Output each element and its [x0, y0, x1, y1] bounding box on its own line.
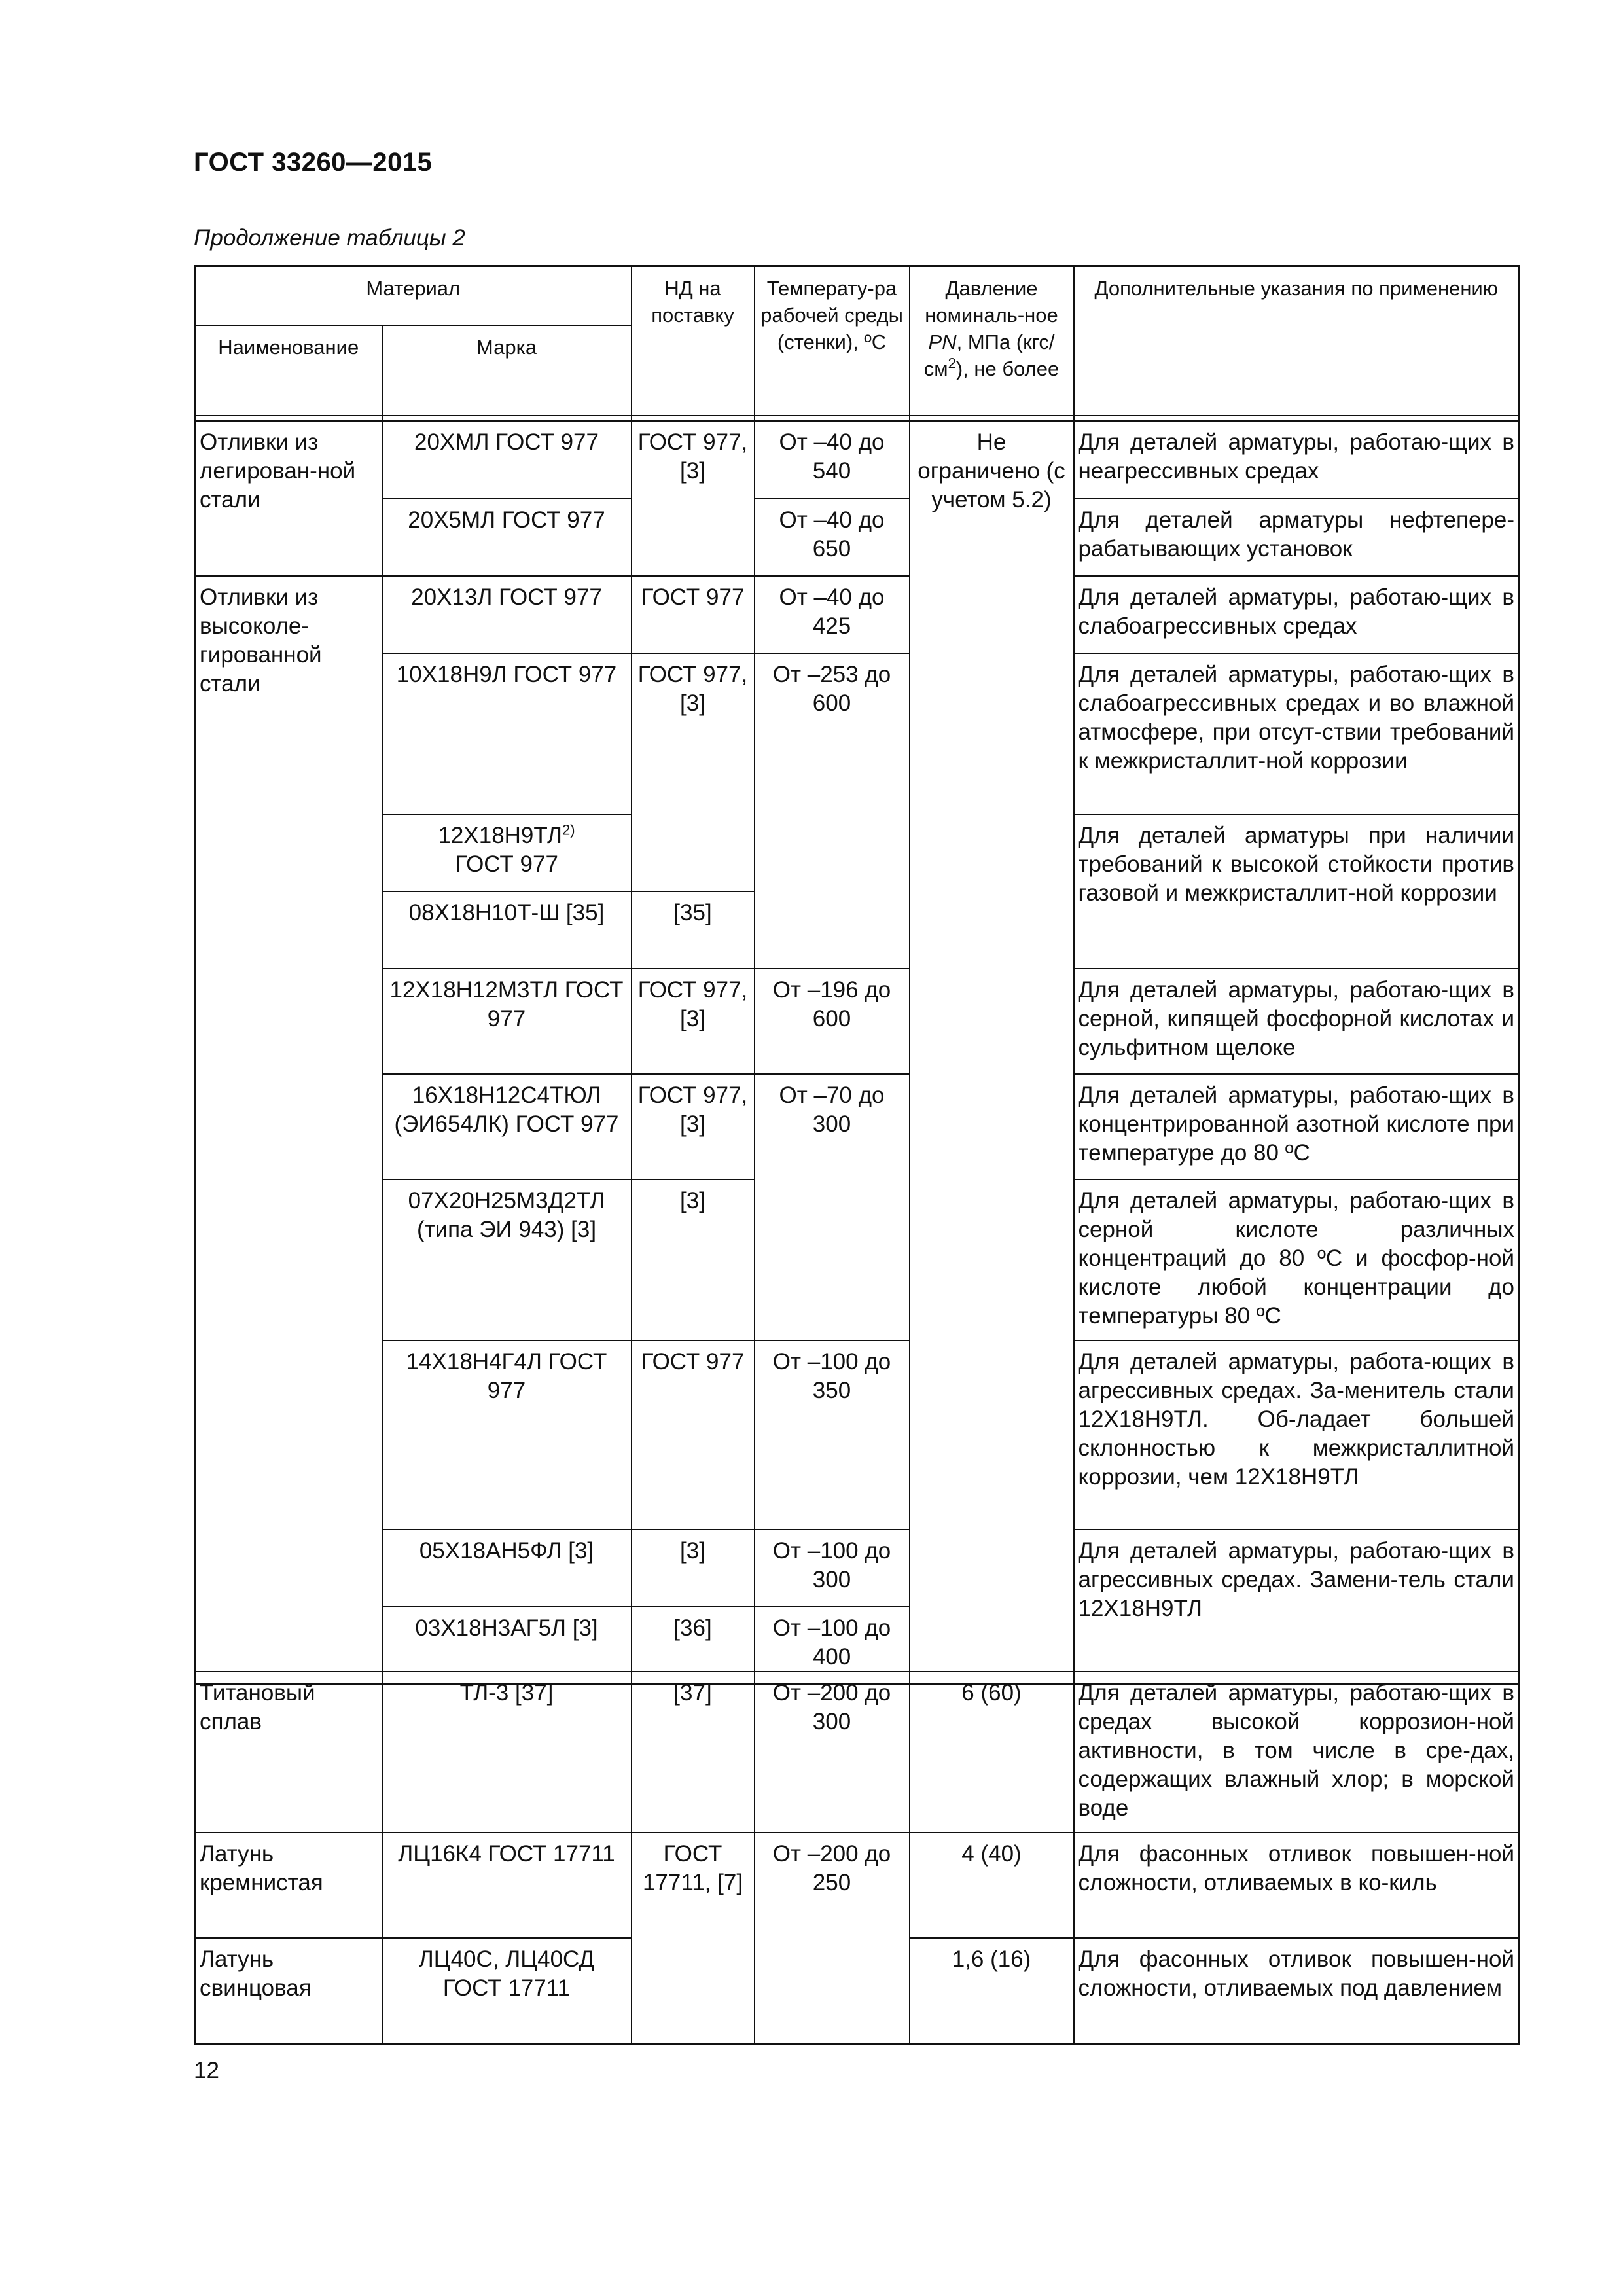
- table-row: [195, 1340, 1520, 1530]
- material-note: Для деталей арматуры, работа-ющих в агрессивных средах. За-менитель стали 12Х18Н9ТЛ. Об-ладает большей склонностью к межкристаллитной коррозии, чем 12Х18Н9ТЛ: [1074, 1340, 1520, 1530]
- material-grade: 12Х18Н12М3ТЛ ГОСТ 977: [382, 969, 632, 1074]
- material-temperature: От –253 до 600: [755, 653, 910, 969]
- table-row: [195, 576, 1520, 653]
- material-temperature: От –40 до 650: [755, 499, 910, 576]
- material-grade: 08Х18Н10Т-Ш [35]: [382, 891, 632, 969]
- materials-table-container: [194, 265, 1518, 1685]
- table-row: [195, 653, 1520, 814]
- material-temperature: От –70 до 300: [755, 1074, 910, 1340]
- material-nd: ГОСТ 977, [3]: [632, 653, 755, 891]
- material-temperature: От –200 до 250: [755, 1833, 910, 2043]
- material-nd: ГОСТ 977, [3]: [632, 421, 755, 576]
- material-name: Латунь свинцовая: [195, 1938, 382, 2043]
- material-pressure: 1,6 (16): [910, 1938, 1074, 2043]
- material-pressure: Не ограничено (с учетом 5.2): [910, 421, 1074, 1684]
- material-temperature: От –40 до 540: [755, 421, 910, 499]
- material-grade: ТЛ-3 [37]: [382, 1672, 632, 1833]
- material-temperature: От –100 до 400: [755, 1607, 910, 1684]
- material-nd: [35]: [632, 891, 755, 969]
- material-grade: 20ХМЛ ГОСТ 977: [382, 421, 632, 499]
- header-pressure-pn: PN: [928, 331, 957, 353]
- footnote-mark: 2): [562, 821, 575, 838]
- material-grade: 16Х18Н12С4ТЮЛ (ЭИ654ЛК) ГОСТ 977: [382, 1074, 632, 1179]
- document-code: ГОСТ 33260—2015: [194, 148, 433, 177]
- header-nd: НД на поставку: [632, 266, 755, 416]
- header-material: Материал: [195, 266, 632, 325]
- material-note: Для деталей арматуры нефтепере-рабатывающих установок: [1074, 499, 1520, 576]
- table-header: [195, 266, 1520, 416]
- materials-table: [194, 265, 1520, 1685]
- material-nd: ГОСТ 977: [632, 576, 755, 653]
- materials-table-lower: [194, 1671, 1520, 2045]
- header-grade: Марка: [382, 325, 632, 416]
- table-caption: Продолжение таблицы 2: [194, 225, 465, 251]
- material-nd: ГОСТ 17711, [7]: [632, 1833, 755, 2043]
- material-temperature: От –100 до 300: [755, 1530, 910, 1607]
- material-note: Для деталей арматуры, работаю-щих в серной кислоте различных концентраций до 80 ºС и фосфор-ной кислоте любой концентрации до температуры 80 ºС: [1074, 1179, 1520, 1340]
- material-grade: [382, 814, 632, 891]
- material-pressure: 6 (60): [910, 1672, 1074, 1833]
- table-body: [195, 416, 1520, 1684]
- header-separator: [195, 416, 1520, 421]
- material-note: Для фасонных отливок повышен-ной сложности, отливаемых в ко-киль: [1074, 1833, 1520, 1938]
- grade-text: 12Х18Н9ТЛ: [438, 822, 562, 848]
- material-grade: 03Х18Н3АГ5Л [3]: [382, 1607, 632, 1684]
- material-note: Для деталей арматуры, работаю-щих в концентрированной азотной кислоте при температуре до 80 ºС: [1074, 1074, 1520, 1179]
- material-nd: ГОСТ 977: [632, 1340, 755, 1530]
- material-grade: 14Х18Н4Г4Л ГОСТ 977: [382, 1340, 632, 1530]
- material-note: Для деталей арматуры при наличии требований к высокой стойкости против газовой и межкристаллит-ной коррозии: [1074, 814, 1520, 969]
- material-note: Для деталей арматуры, работаю-щих в слабоагрессивных средах и во влажной атмосфере, при отсут-ствии требований к межкристаллит-ной коррозии: [1074, 653, 1520, 814]
- header-temperature: Температу-ра рабочей среды (стенки), ºС: [755, 266, 910, 416]
- material-name: Отливки из высоколе-гированной стали: [195, 576, 382, 1684]
- header-pressure-unit: , МПа (кгс/см: [923, 331, 1055, 380]
- table-row: [195, 1672, 1520, 1833]
- material-grade: 20Х5МЛ ГОСТ 977: [382, 499, 632, 576]
- material-grade: 20Х13Л ГОСТ 977: [382, 576, 632, 653]
- table-row: [195, 1530, 1520, 1607]
- material-temperature: От –196 до 600: [755, 969, 910, 1074]
- material-grade: 07Х20Н25М3Д2ТЛ (типа ЭИ 943) [3]: [382, 1179, 632, 1340]
- material-grade: ЛЦ16К4 ГОСТ 17711: [382, 1833, 632, 1938]
- material-grade: 05Х18АН5ФЛ [3]: [382, 1530, 632, 1607]
- material-nd: [36]: [632, 1607, 755, 1684]
- material-nd: [3]: [632, 1530, 755, 1607]
- material-name: Титановый сплав: [195, 1672, 382, 1833]
- material-note: Для деталей арматуры, работаю-щих в серной, кипящей фосфорной кислотах и сульфитном щелоке: [1074, 969, 1520, 1074]
- material-nd: ГОСТ 977, [3]: [632, 969, 755, 1074]
- table-row: [195, 1074, 1520, 1179]
- header-pressure-text: Давление номиналь-ное: [925, 277, 1058, 327]
- material-pressure: 4 (40): [910, 1833, 1074, 1938]
- material-temperature: От –40 до 425: [755, 576, 910, 653]
- material-note: Для деталей арматуры, работаю-щих в агрессивных средах. Замени-тель стали 12Х18Н9ТЛ: [1074, 1530, 1520, 1684]
- material-nd: [37]: [632, 1672, 755, 1833]
- page-number: 12: [194, 2058, 219, 2083]
- materials-table-continuation: [194, 1671, 1518, 2045]
- material-nd: [3]: [632, 1179, 755, 1340]
- material-note: Для деталей арматуры, работаю-щих в слабоагрессивных средах: [1074, 576, 1520, 653]
- table-row: [195, 969, 1520, 1074]
- table-row: [195, 421, 1520, 499]
- header-pressure: [910, 266, 1074, 416]
- material-grade: 10Х18Н9Л ГОСТ 977: [382, 653, 632, 814]
- material-temperature: От –200 до 300: [755, 1672, 910, 1833]
- material-note: Для деталей арматуры, работаю-щих в средах высокой коррозион-ной активности, в том числе в сре-дах, содержащих влажный хлор; в морской воде: [1074, 1672, 1520, 1833]
- material-temperature: От –100 до 350: [755, 1340, 910, 1530]
- grade-standard: ГОСТ 977: [455, 851, 558, 877]
- material-note: Для фасонных отливок повышен-ной сложности, отливаемых под давлением: [1074, 1938, 1520, 2043]
- header-pressure-sup: 2: [948, 355, 956, 372]
- header-pressure-tail: ), не более: [955, 357, 1060, 380]
- table-row: [195, 1833, 1520, 1938]
- material-name: Отливки из легирован-ной стали: [195, 421, 382, 576]
- header-notes: Дополнительные указания по применению: [1074, 266, 1520, 416]
- material-nd: ГОСТ 977, [3]: [632, 1074, 755, 1179]
- material-name: Латунь кремнистая: [195, 1833, 382, 1938]
- material-note: Для деталей арматуры, работаю-щих в неагрессивных средах: [1074, 421, 1520, 499]
- material-grade: ЛЦ40С, ЛЦ40СД ГОСТ 17711: [382, 1938, 632, 2043]
- table-row: [195, 499, 1520, 576]
- header-name: Наименование: [195, 325, 382, 416]
